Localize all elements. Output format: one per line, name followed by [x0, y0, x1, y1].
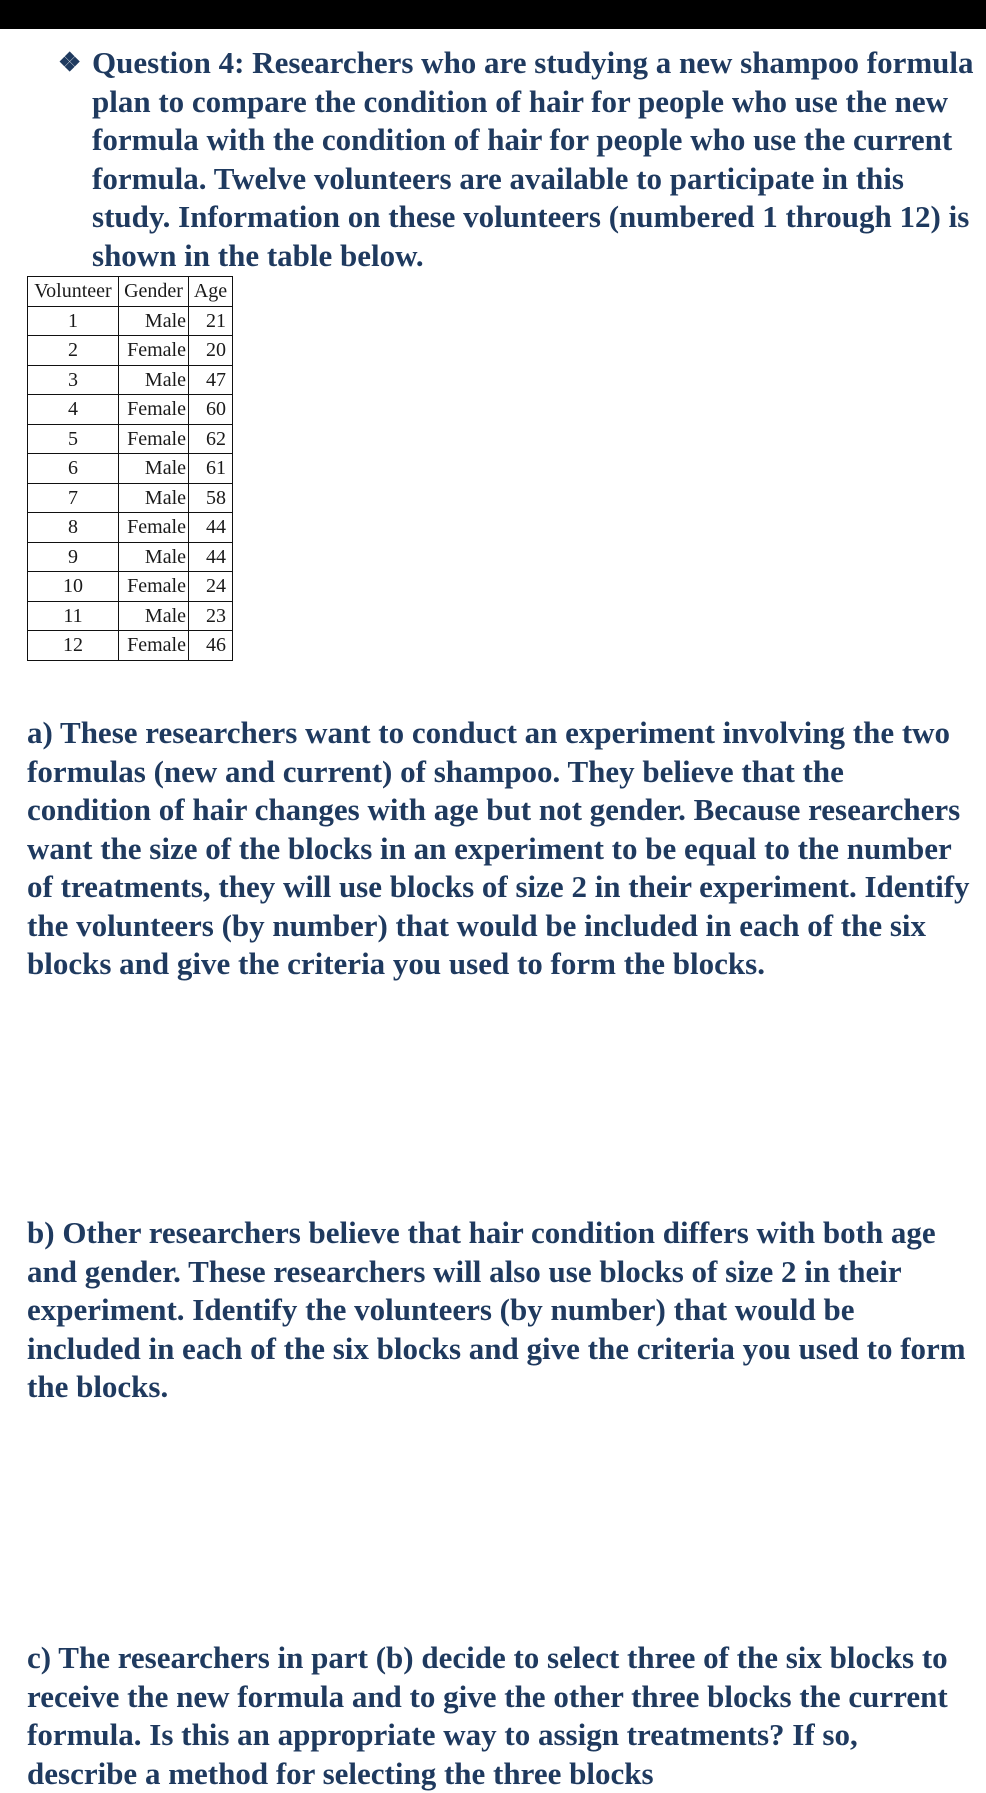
cell-volunteer: 8	[28, 513, 119, 543]
cell-age: 47	[189, 365, 233, 395]
cell-age: 60	[189, 395, 233, 425]
cell-gender: Female	[119, 336, 189, 366]
table-row	[28, 631, 233, 661]
question-4	[58, 44, 978, 275]
table-row	[28, 483, 233, 513]
cell-gender: Male	[119, 365, 189, 395]
cell-gender: Male	[119, 454, 189, 484]
cell-age: 46	[189, 631, 233, 661]
table-row	[28, 454, 233, 484]
cell-age: 44	[189, 542, 233, 572]
question-text: Question 4: Researchers who are studying a new shampoo formula plan to compare the condition of hair for people who use the new formula with the condition of hair for people who use the current formula. Twelve volunteers are available to participate in this study. Information on these volunteers (numbered 1 through 12) is shown in the table below.	[92, 45, 974, 273]
cell-volunteer: 6	[28, 454, 119, 484]
top-black-bar	[0, 0, 986, 29]
cell-age: 58	[189, 483, 233, 513]
cell-gender: Male	[119, 306, 189, 336]
cell-gender: Female	[119, 631, 189, 661]
cell-gender: Male	[119, 542, 189, 572]
cell-volunteer: 12	[28, 631, 119, 661]
header-age: Age	[189, 277, 233, 307]
part-a-text: a) These researchers want to conduct an experiment involving the two formulas (new and current) of shampoo. They believe that the condition of hair changes with age but not gender. Because researchers want the size of the blocks in an experiment to be equal to the number of treatments, they will use blocks of size 2 in their experiment. Identify the volunteers (by number) that would be included in each of the six blocks and give the criteria you used to form the blocks.	[27, 715, 970, 981]
cell-gender: Female	[119, 513, 189, 543]
cell-age: 23	[189, 601, 233, 631]
table-row	[28, 542, 233, 572]
table-header-row	[28, 277, 233, 307]
cell-volunteer: 2	[28, 336, 119, 366]
cell-age: 61	[189, 454, 233, 484]
cell-volunteer: 9	[28, 542, 119, 572]
table-row	[28, 424, 233, 454]
volunteer-table	[27, 276, 233, 661]
cell-volunteer: 11	[28, 601, 119, 631]
header-volunteer: Volunteer	[28, 277, 119, 307]
cell-age: 24	[189, 572, 233, 602]
cell-gender: Male	[119, 483, 189, 513]
cell-volunteer: 5	[28, 424, 119, 454]
table-row	[28, 601, 233, 631]
cell-age: 44	[189, 513, 233, 543]
cell-volunteer: 7	[28, 483, 119, 513]
table-row	[28, 513, 233, 543]
table-row	[28, 336, 233, 366]
part-c-text: c) The researchers in part (b) decide to select three of the six blocks to receive the new formula and to give the other three blocks the current formula. Is this an appropriate way to assign treatments? If so, describe a method for selecting the three blocks	[27, 1640, 948, 1791]
cell-gender: Female	[119, 572, 189, 602]
cell-volunteer: 10	[28, 572, 119, 602]
cell-age: 20	[189, 336, 233, 366]
cell-gender: Female	[119, 395, 189, 425]
diamond-cross-bullet-icon: ❖	[58, 48, 82, 77]
table-row	[28, 395, 233, 425]
cell-gender: Male	[119, 601, 189, 631]
cell-volunteer: 4	[28, 395, 119, 425]
table-row	[28, 572, 233, 602]
header-gender: Gender	[119, 277, 189, 307]
cell-volunteer: 1	[28, 306, 119, 336]
part-b-text: b) Other researchers believe that hair condition differs with both age and gender. These researchers will also use blocks of size 2 in their experiment. Identify the volunteers (by number) that would be included in each of the six blocks and give the criteria you used to form the blocks.	[27, 1215, 966, 1404]
table-row	[28, 365, 233, 395]
table-row	[28, 306, 233, 336]
cell-volunteer: 3	[28, 365, 119, 395]
cell-age: 62	[189, 424, 233, 454]
cell-gender: Female	[119, 424, 189, 454]
cell-age: 21	[189, 306, 233, 336]
